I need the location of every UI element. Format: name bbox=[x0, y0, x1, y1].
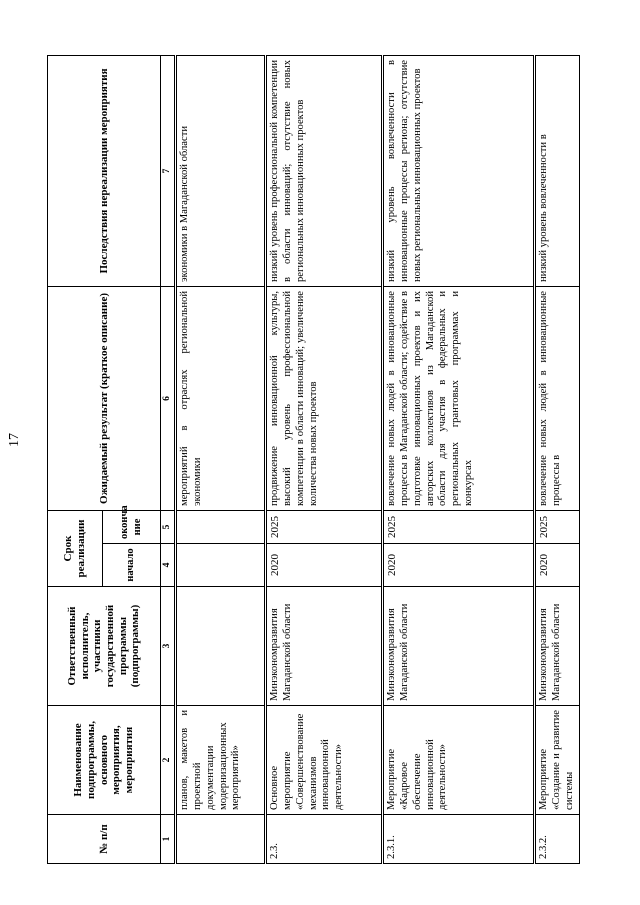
row-number: 2.3. bbox=[266, 815, 383, 864]
row-end: 2025 bbox=[266, 510, 383, 543]
row-responsible bbox=[176, 587, 266, 706]
row-end: 2025 bbox=[383, 510, 535, 543]
row-start: 2020 bbox=[266, 544, 383, 587]
table-row bbox=[266, 55, 383, 863]
row-consequences: низкий уровень вовлеченности в инновационные процессы региона; отсутствие новых региональных инновационных проектов bbox=[383, 55, 535, 286]
table-row bbox=[176, 55, 266, 863]
header-no: № п/п bbox=[48, 815, 161, 864]
page-number: 17 bbox=[7, 433, 22, 447]
header-start: начало bbox=[103, 544, 161, 587]
table-row bbox=[383, 55, 535, 863]
column-number: 3 bbox=[161, 587, 176, 706]
row-start: 2020 bbox=[535, 544, 579, 587]
row-number: 2.3.2. bbox=[535, 815, 579, 864]
row-name: Мероприятие «Кадровое обеспечение инновационной деятельности» bbox=[383, 706, 535, 815]
header-consequences: Последствия нереализации мероприятия bbox=[48, 55, 161, 286]
row-end bbox=[176, 510, 266, 543]
column-number: 6 bbox=[161, 286, 176, 510]
column-number: 1 bbox=[161, 815, 176, 864]
row-number: 2.3.1. bbox=[383, 815, 535, 864]
column-number: 7 bbox=[161, 55, 176, 286]
table-row bbox=[535, 55, 579, 863]
column-number: 2 bbox=[161, 706, 176, 815]
header-responsible: Ответственный исполнитель, участники государственной программы (подпрограммы) bbox=[48, 587, 161, 706]
page-number-box bbox=[0, 420, 30, 460]
row-result: вовлечение новых людей в инновационные процессы в bbox=[535, 286, 579, 510]
column-number: 4 bbox=[161, 544, 176, 587]
row-end: 2025 bbox=[535, 510, 579, 543]
row-result: вовлечение новых людей в инновационные процессы в Магаданской области; содействие в подготовке инновационных проектов и их авторских коллективов из Магаданской области для участия в федеральных и региональных грантовых программах и конкурсах bbox=[383, 286, 535, 510]
row-result: продвижение инновационной культуры, высокий уровень профессиональной компетенции в области инноваций; увеличение количества новых проектов bbox=[266, 286, 383, 510]
row-start bbox=[176, 544, 266, 587]
row-name: Мероприятие «Создание и развитие системы bbox=[535, 706, 579, 815]
header-end: оконча ние bbox=[103, 510, 161, 543]
row-responsible: Минэкономразвития Магаданской области bbox=[383, 587, 535, 706]
rotated-page-content bbox=[47, 56, 616, 864]
row-start: 2020 bbox=[383, 544, 535, 587]
row-responsible: Минэкономразвития Магаданской области bbox=[266, 587, 383, 706]
column-number: 5 bbox=[161, 510, 176, 543]
row-consequences: низкий уровень вовлеченности в bbox=[535, 55, 579, 286]
row-consequences: низкий уровень профессиональной компетенции в области инноваций; отсутствие новых региональных инновационных проектов bbox=[266, 55, 383, 286]
row-name: Основное мероприятие «Совершенствование механизмов инновационной деятельности» bbox=[266, 706, 383, 815]
row-number bbox=[176, 815, 266, 864]
row-name: планов, макетов и проектной документации модернизационных мероприятий» bbox=[176, 706, 266, 815]
header-result: Ожидаемый результат (краткое описание) bbox=[48, 286, 161, 510]
program-table bbox=[47, 55, 580, 864]
row-responsible: Минэкономразвития Магаданской области bbox=[535, 587, 579, 706]
row-result: мероприятий в отраслях региональной экономики bbox=[176, 286, 266, 510]
header-name: Наименование подпрограммы, основного мероприятия, мероприятия bbox=[48, 706, 161, 815]
header-term: Срок реализации bbox=[48, 510, 103, 586]
row-consequences: экономики в Магаданской области bbox=[176, 55, 266, 286]
